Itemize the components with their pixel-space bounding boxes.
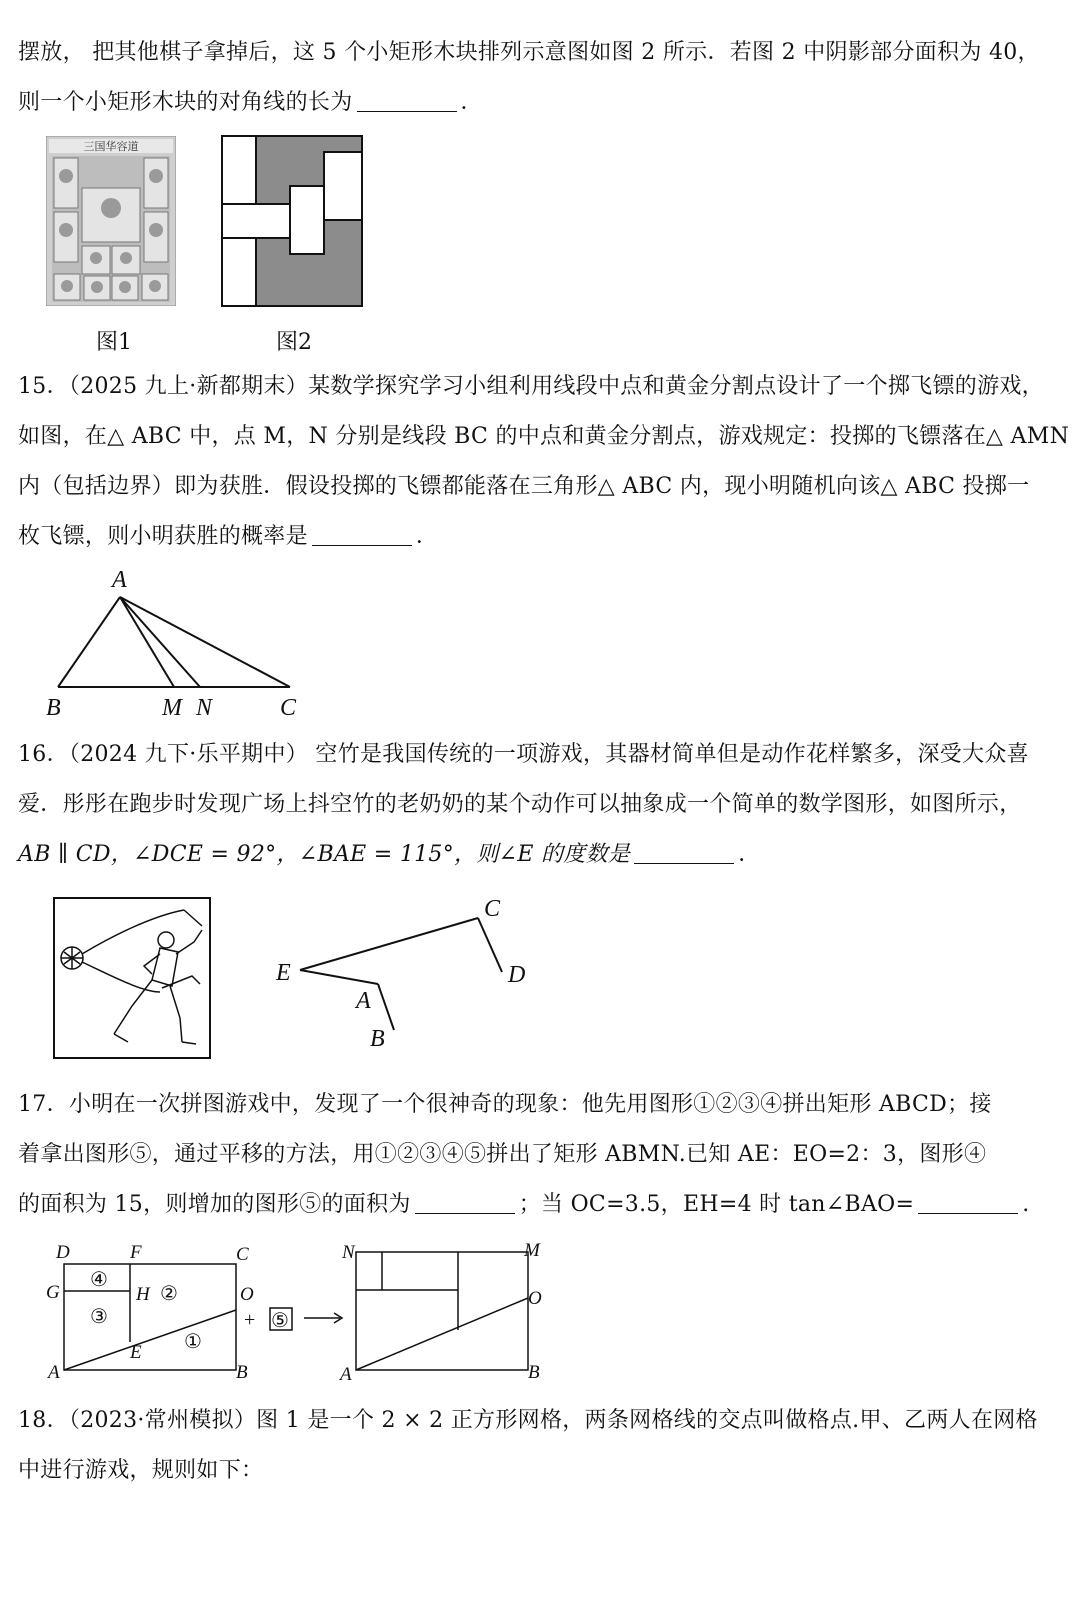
label-A: A	[112, 567, 127, 593]
label-E: E	[130, 1342, 142, 1363]
p14-line-1: 摆放， 把其他棋子拿掉后，这 5 个小矩形木块排列示意图如图 2 所示．若图 2 中阴影部分面积为 40，	[18, 40, 1040, 65]
p14-line-2-text: 则一个小矩形木块的对角线的长为	[18, 90, 353, 115]
p15-line-3: 内（包括边界）即为获胜．假设投掷的飞镖都能落在三角形△ ABC 内，现小明随机向该△ ABC 投掷一	[18, 474, 1030, 499]
label-D: D	[56, 1242, 70, 1263]
angle-diagram	[270, 890, 540, 1055]
puzzle-diagram	[40, 1238, 560, 1386]
answer-blank-15[interactable]	[312, 523, 412, 546]
p17-line-3a: 的面积为 15，则增加的图形⑤的面积为	[18, 1192, 411, 1217]
huarongdao-photo	[46, 136, 176, 306]
region-1: ①	[184, 1331, 202, 1353]
label-C: C	[236, 1244, 249, 1265]
p15-line-4	[18, 522, 438, 552]
p15-line-4-text: 枚飞镖，则小明获胜的概率是	[18, 524, 308, 549]
label-A-right: A	[340, 1364, 352, 1385]
p17-line-1: 17．小明在一次拼图游戏中，发现了一个很神奇的现象：他先用图形①②③④拼出矩形 ABCD；接	[18, 1092, 992, 1117]
p16-line-1: 16．（2024 九下·乐平期中） 空竹是我国传统的一项游戏，其器材简单但是动作花样繁多，深受大众喜	[18, 742, 1029, 767]
p16-line-3-text: AB ∥ CD，∠DCE = 92°，∠BAE = 115°，则∠E 的度数是	[18, 842, 631, 867]
label-O-right: O	[528, 1288, 542, 1309]
label-G: G	[46, 1282, 60, 1303]
photo-title: 三国华容道	[83, 141, 139, 153]
rectangles-diagram	[220, 134, 366, 310]
p17-line-3	[18, 1190, 1030, 1220]
p17-line-3-end: .	[1022, 1192, 1030, 1217]
label-M: M	[524, 1240, 540, 1261]
region-3: ③	[90, 1306, 108, 1328]
label-H: H	[136, 1284, 150, 1305]
fig1-caption: 图1	[96, 330, 132, 355]
label-B: B	[236, 1362, 248, 1383]
label-N: N	[196, 695, 213, 721]
label-D: D	[508, 962, 526, 988]
label-M: M	[162, 695, 182, 721]
label-B: B	[46, 695, 61, 721]
p17-line-3b: ；当 OC=3.5，EH=4 时 tan∠BAO=	[518, 1192, 915, 1217]
label-B: B	[370, 1026, 385, 1052]
region-2: ②	[160, 1283, 178, 1305]
fig2-caption: 图2	[276, 330, 312, 355]
diabolo-illustration	[52, 896, 212, 1060]
p16-line-2: 爱．彤彤在跑步时发现广场上抖空竹的老奶奶的某个动作可以抽象成一个简单的数学图形，如图所示，	[18, 792, 1022, 817]
label-O: O	[240, 1284, 254, 1305]
label-A: A	[48, 1362, 60, 1383]
p16-line-3-end: ．	[738, 842, 761, 867]
p17-line-2: 着拿出图形⑤，通过平移的方法，用①②③④⑤拼出了矩形 ABMN.已知 AE：EO=2：3，图形④	[18, 1142, 987, 1167]
label-E: E	[276, 960, 291, 986]
answer-blank-17b[interactable]	[918, 1191, 1018, 1214]
answer-blank-17a[interactable]	[415, 1191, 515, 1214]
answer-blank-14[interactable]	[357, 89, 457, 112]
region-4: ④	[90, 1269, 108, 1291]
label-B-right: B	[528, 1362, 540, 1383]
label-C: C	[280, 695, 297, 721]
p16-line-3	[18, 840, 761, 870]
label-A: A	[356, 988, 371, 1014]
p18-line-2: 中进行游戏，规则如下：	[18, 1458, 264, 1483]
p15-line-1: 15．（2025 九上·新都期末）某数学探究学习小组利用线段中点和黄金分割点设计了一个掷飞镖的游戏，	[18, 374, 1044, 399]
p14-line-2-end: ．	[460, 90, 483, 115]
label-N: N	[342, 1242, 355, 1263]
label-C: C	[484, 896, 501, 922]
p14-line-2	[18, 88, 483, 118]
answer-blank-16[interactable]	[634, 841, 734, 864]
p18-line-1: 18．（2023·常州模拟）图 1 是一个 2 × 2 正方形网格，两条网格线的交点叫做格点.甲、乙两人在网格	[18, 1408, 1038, 1433]
p15-line-4-end: ．	[415, 524, 439, 549]
plus-sign: +	[244, 1309, 256, 1331]
label-F: F	[130, 1242, 142, 1263]
triangle-abc-diagram	[40, 565, 310, 725]
piece-5: ⑤	[271, 1310, 289, 1332]
p15-line-2: 如图，在△ ABC 中，点 M，N 分别是线段 BC 的中点和黄金分割点，游戏规定：投掷的飞镖落在△ AMN	[18, 424, 1070, 449]
